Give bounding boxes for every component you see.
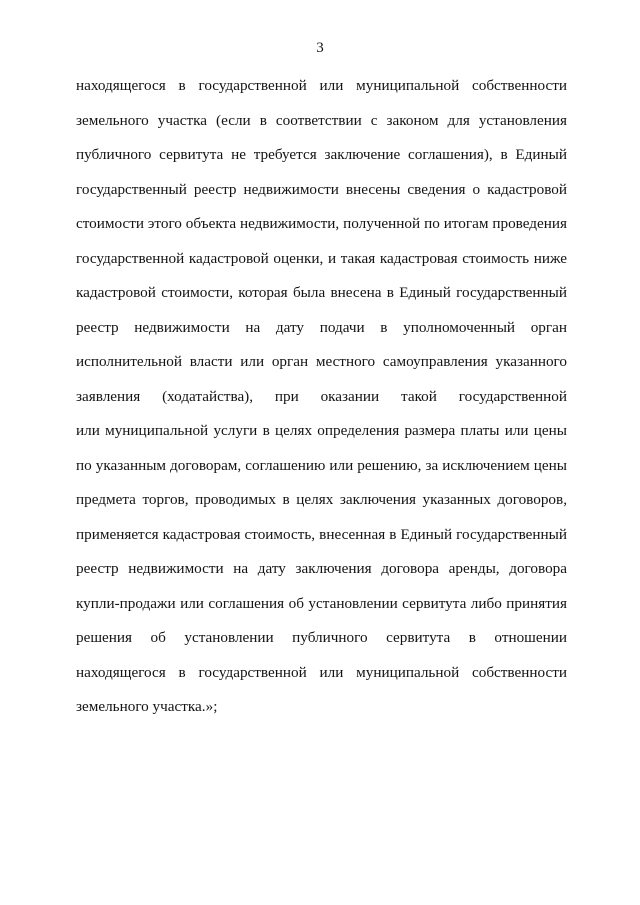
text-line-content: государственный реестр недвижимости внесены сведения о кадастровой — [76, 180, 567, 198]
text-line — [76, 421, 567, 456]
text-line-content: находящегося в государственной или муниципальной собственности — [76, 77, 567, 94]
text-line-content: земельного участка.»; — [76, 698, 218, 715]
text-line — [76, 663, 567, 698]
text-line — [76, 249, 567, 284]
text-line-content: кадастровой стоимости, которая была внесена в Единый государственный — [76, 284, 567, 301]
text-line-content: стоимости этого объекта недвижимости, полученной по итогам проведения — [76, 215, 567, 232]
text-line-content: предмета торгов, проводимых в целях заключения указанных договоров, — [76, 491, 567, 508]
text-line — [76, 628, 567, 663]
text-line-last — [76, 697, 567, 732]
text-line — [76, 283, 567, 318]
text-line — [76, 214, 567, 249]
text-line — [76, 594, 567, 629]
text-line-content: купли-продажи или соглашения об установлении сервитута либо принятия — [76, 594, 567, 612]
text-line-content: исполнительной власти или орган местного самоуправления указанного — [76, 353, 567, 370]
text-line — [76, 111, 567, 146]
text-line — [76, 387, 567, 422]
text-line — [76, 352, 567, 387]
text-line-content: заявления (ходатайства), при оказании такой государственной — [76, 387, 567, 405]
text-line-content: земельного участка (если в соответствии с законом для установления — [76, 111, 567, 129]
text-line — [76, 559, 567, 594]
text-line — [76, 490, 567, 525]
text-line-content: по указанным договорам, соглашению или решению, за исключением цены — [76, 456, 567, 474]
text-line-content: находящегося в государственной или муниципальной собственности — [76, 663, 567, 681]
text-line — [76, 456, 567, 491]
page-number: 3 — [316, 40, 324, 56]
text-line-content: или муниципальной услуги в целях определения размера платы или цены — [76, 422, 567, 439]
text-line-content: реестр недвижимости на дату подачи в уполномоченный орган — [76, 318, 567, 336]
text-line-content: решения об установлении публичного сервитута в отношении — [76, 629, 567, 646]
text-line — [76, 145, 567, 180]
text-line — [76, 525, 567, 560]
text-line-content: публичного сервитута не требуется заключение соглашения), в Единый — [76, 146, 567, 163]
text-line — [76, 318, 567, 353]
body-text — [76, 76, 567, 732]
text-line-content: применяется кадастровая стоимость, внесенная в Единый государственный — [76, 525, 567, 543]
text-line — [76, 180, 567, 215]
text-line — [76, 76, 567, 111]
text-line-content: реестр недвижимости на дату заключения договора аренды, договора — [76, 560, 567, 577]
text-line-content: государственной кадастровой оценки, и такая кадастровая стоимость ниже — [76, 249, 567, 267]
